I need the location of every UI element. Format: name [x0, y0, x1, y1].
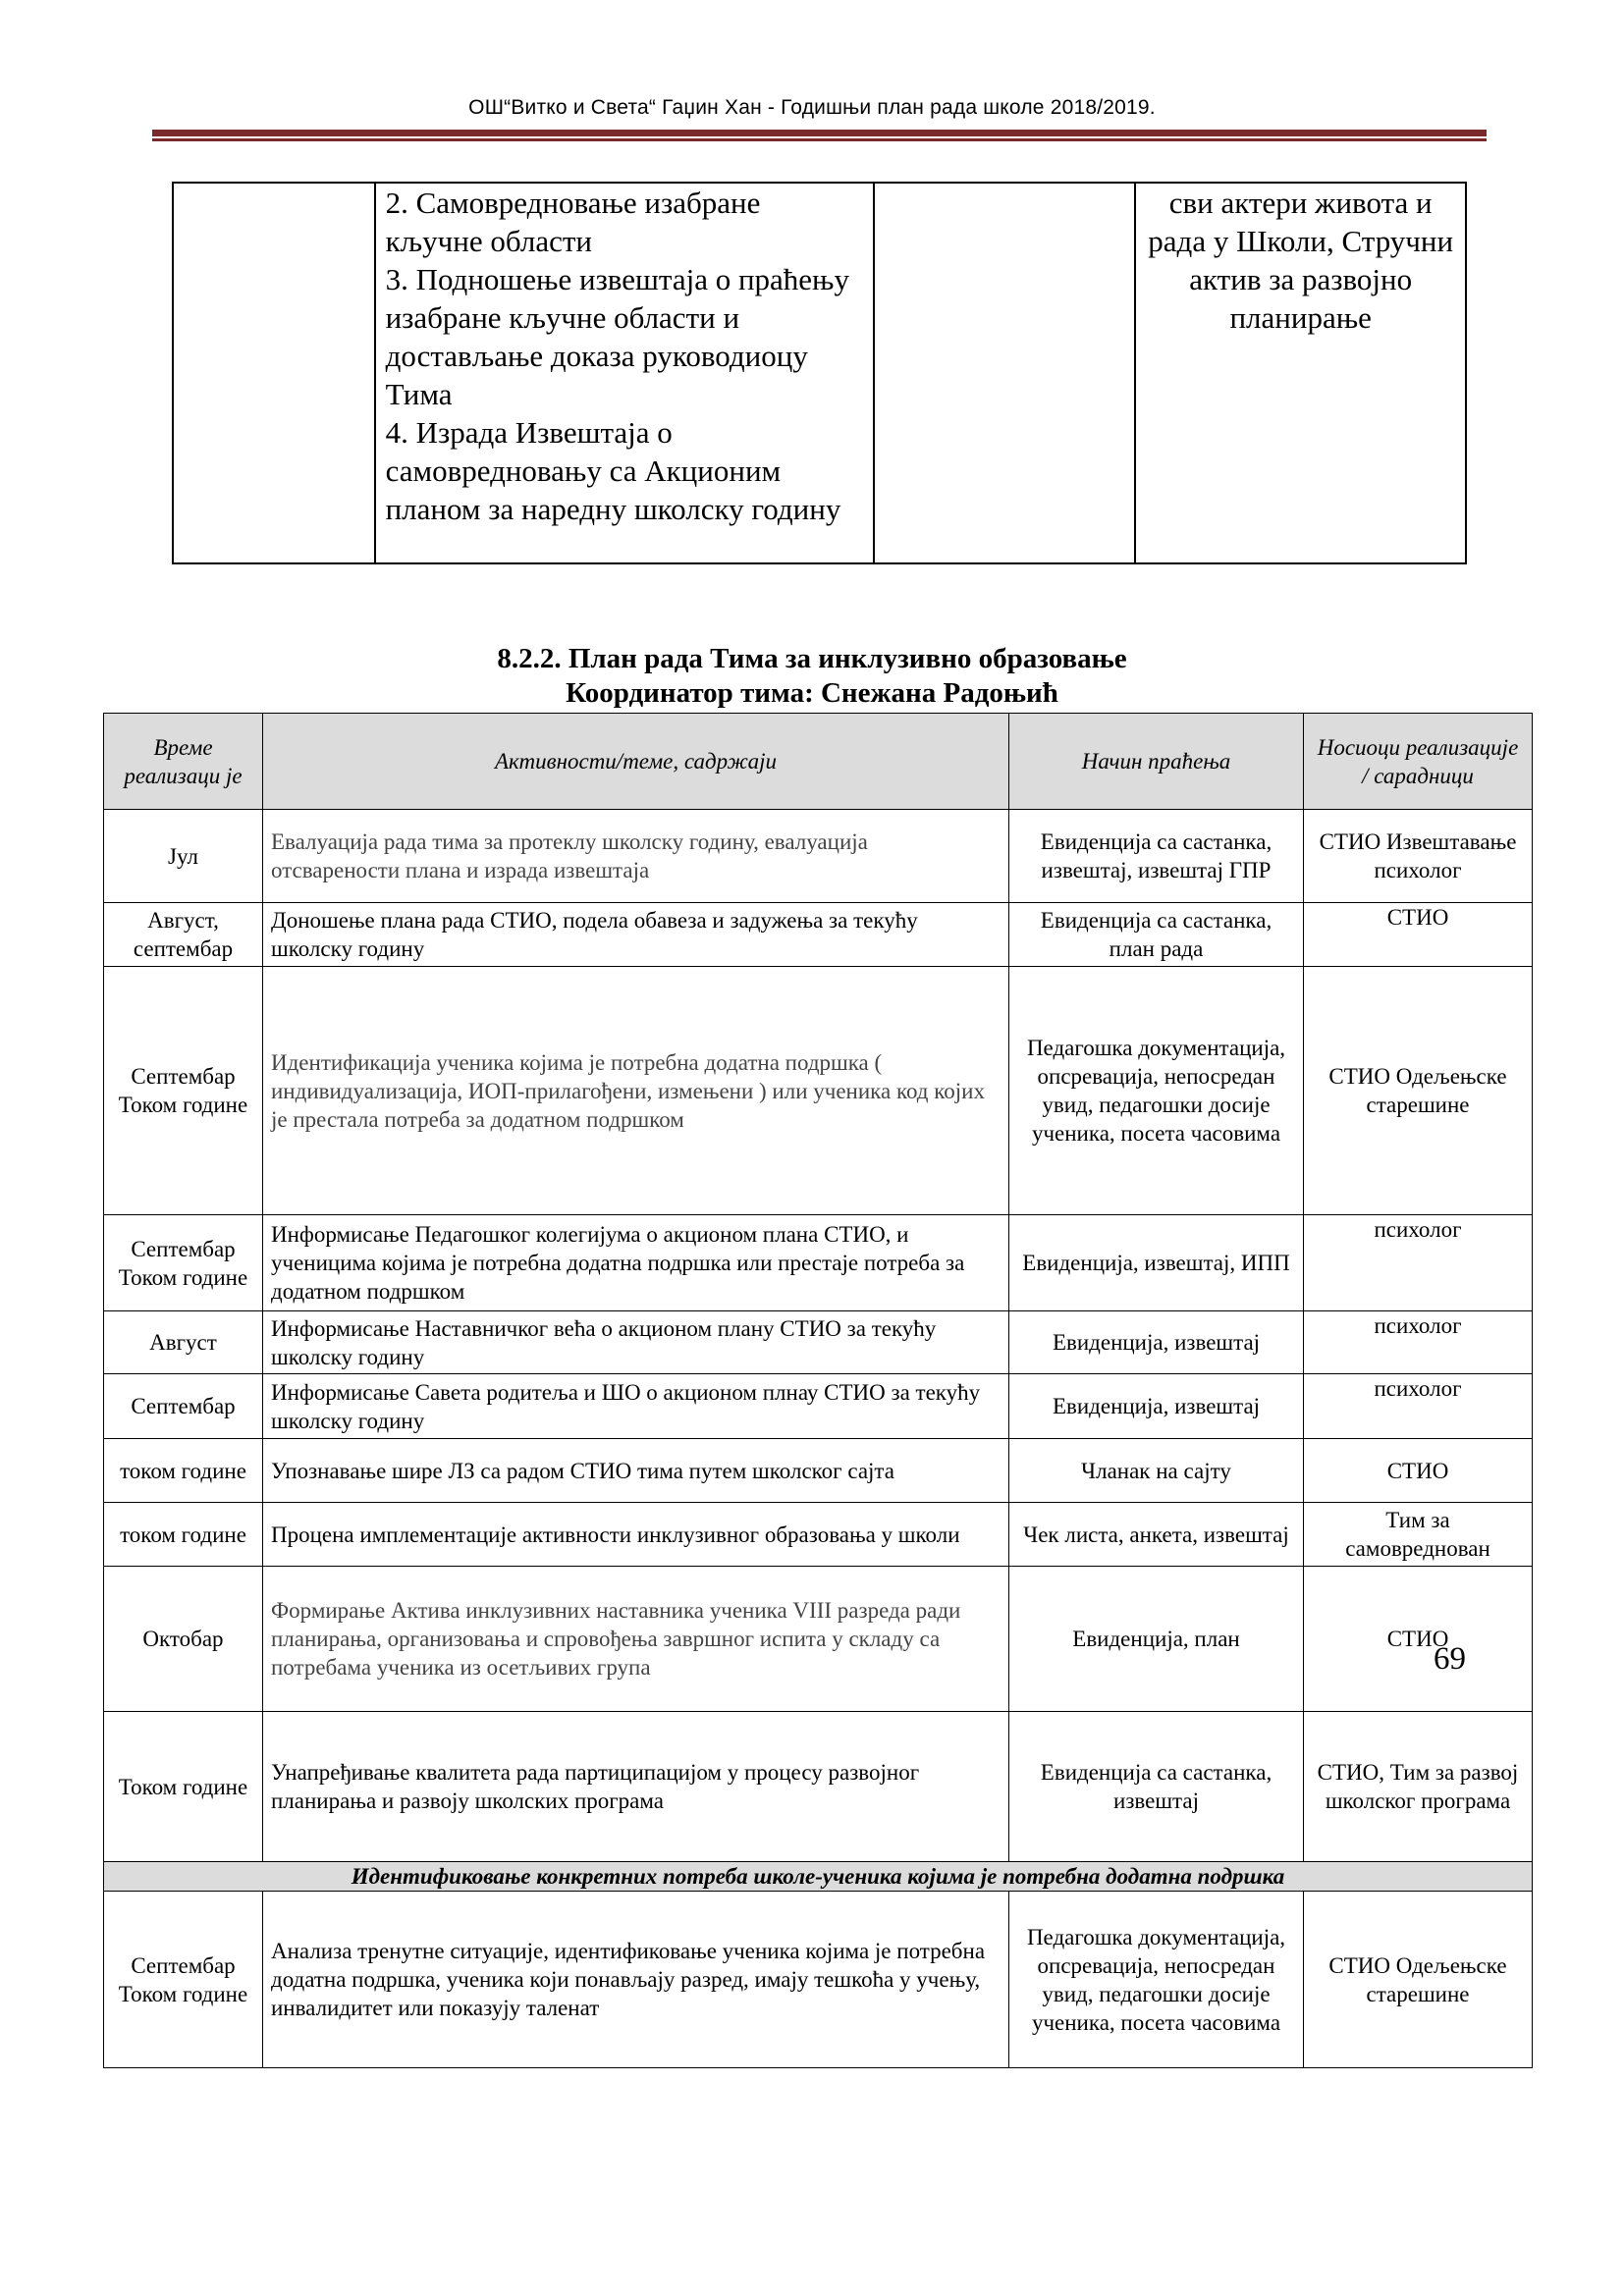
time-cell: Током године: [104, 1712, 263, 1862]
empty-cell: [173, 183, 375, 563]
time-cell: током године: [104, 1503, 263, 1567]
activity-cell: Процена имплементације активности инклузивног образовања у школи: [263, 1503, 1009, 1567]
table-header-row: [104, 714, 1533, 810]
holders-cell: СТИО: [1304, 903, 1533, 967]
method-cell: Евиденција, извештај: [1009, 1374, 1304, 1439]
method-cell: Евиденција, план: [1009, 1567, 1304, 1712]
time-cell: Октобар: [104, 1567, 263, 1712]
table-row: [104, 1567, 1533, 1712]
section-coordinator: Координатор тима: Снежана Радоњић: [566, 677, 1058, 709]
table-row: [104, 1439, 1533, 1503]
time-cell: Септембар Током године: [104, 1215, 263, 1311]
activity-cell: Евалуација рада тима за протеклу школску годину, евалуација отсварености плана и израда извештаја: [263, 810, 1009, 903]
activity-cell: Доношење плана рада СТИО, подела обавеза и задужења за текућу школску годину: [263, 903, 1009, 967]
method-cell: Педагошка документација, опсревација, непосредан увид, педагошки досије ученика, посета часовима: [1009, 967, 1304, 1215]
section-title: 8.2.2. План рада Тима за инклузивно образовање: [497, 643, 1127, 674]
method-cell: Евиденција, извештај, ИПП: [1009, 1215, 1304, 1311]
continued-table: [172, 182, 1467, 564]
header-activities: Активности/теме, садржаји: [263, 714, 1009, 810]
method-cell: Чланак на сајту: [1009, 1439, 1304, 1503]
holders-cell: Тим за самовреднован: [1304, 1503, 1533, 1567]
table-row: [104, 967, 1533, 1215]
header-time: Време реализаци је: [104, 714, 263, 810]
page-number: 69: [1434, 1641, 1466, 1677]
activity-cell: Анализа тренутне ситуације, идентификовање ученика којима је потребна додатна подршка, ученика који понављају разред, имају тешкоћа у учењу, инвалидитет или показују таленат: [263, 1892, 1009, 2068]
table-row: [104, 1712, 1533, 1862]
empty-cell: [874, 183, 1135, 563]
header-method: Начин праћења: [1009, 714, 1304, 810]
activity-cell: Идентификација ученика којима је потребна додатна подршка ( индивидуализација, ИОП-прилагођени, измењени ) или ученика код којих је престала потреба за додатном подршком: [263, 967, 1009, 1215]
time-cell: Јул: [104, 810, 263, 903]
activity-cell: Информисање Наставничког већа о акционом плану СТИО за текућу школску годину: [263, 1311, 1009, 1374]
time-cell: Септембар Током године: [104, 1892, 263, 2068]
section-heading: [0, 642, 1624, 711]
table-row: [104, 903, 1533, 967]
header-holders: Носиоци реализације / сарадници: [1304, 714, 1533, 810]
header-rule-thin: [152, 138, 1487, 141]
activities-cell: [375, 183, 874, 563]
method-cell: Евиденција са састанка, извештај: [1009, 1712, 1304, 1862]
method-cell: Евиденција са састанка, план рада: [1009, 903, 1304, 967]
method-cell: Евиденција, извештај: [1009, 1311, 1304, 1374]
table-row: [104, 1215, 1533, 1311]
table-row: [104, 1374, 1533, 1439]
method-cell: Чек листа, анкета, извештај: [1009, 1503, 1304, 1567]
holders-cell: СТИО, Тим за развој школског програма: [1304, 1712, 1533, 1862]
holders-cell: психолог: [1304, 1374, 1533, 1439]
time-cell: Септембар Током године: [104, 967, 263, 1215]
activity-cell: Унапређивање квалитета рада партиципацијом у процесу развојног планирања и развоју школских програма: [263, 1712, 1009, 1862]
method-cell: Евиденција са састанка, извештај, извештај ГПР: [1009, 810, 1304, 903]
page-header: ОШ“Витко и Света“ Гаџин Хан - Годишњи план рада школе 2018/2019.: [468, 96, 1156, 119]
time-cell: Септембар: [104, 1374, 263, 1439]
holders-cell: психолог: [1304, 1215, 1533, 1311]
time-cell: Август, септембар: [104, 903, 263, 967]
activity-item: 3. Подношење извештаја о праћењу изабране кључне области и достављање доказа руководиоцу Тима: [385, 262, 849, 411]
activity-cell: Информисање Педагошког колегијума о акционом плана СТИО, и ученицима којима је потребна додатна подршка или престаје потреба за додатном подршком: [263, 1215, 1009, 1311]
holders-cell: СТИО Одељењске старешине: [1304, 967, 1533, 1215]
time-cell: током године: [104, 1439, 263, 1503]
method-cell: Педагошка документација, опсревација, непосредан увид, педагошки досије ученика, посета часовима: [1009, 1892, 1304, 2068]
table-row: [104, 1311, 1533, 1374]
activity-cell: Формирање Актива инклузивних наставника ученика VIII разреда ради планирања, организовања и спровођења завршног испита у складу са потребама ученика из осетљивих група: [263, 1567, 1009, 1712]
inclusion-plan-table: [103, 713, 1533, 2068]
subsection-title: Идентификовање конкретних потреба школе-ученика којима је потребна додатна подршка: [104, 1862, 1533, 1892]
participants-cell: сви актери живота и рада у Школи, Стручни актив за развојно планирање: [1135, 183, 1466, 563]
activity-cell: Информисање Савета родитеља и ШО о акционом плнау СТИО за текућу школску годину: [263, 1374, 1009, 1439]
activity-item: 2. Самовредновање изабране кључне области: [385, 186, 761, 258]
table-row: [104, 1503, 1533, 1567]
header-rule: [152, 130, 1487, 136]
holders-cell: СТИО Одељењске старешине: [1304, 1892, 1533, 2068]
activity-cell: Упознавање шире ЛЗ са радом СТИО тима путем школског сајта: [263, 1439, 1009, 1503]
subsection-row: [104, 1862, 1533, 1892]
table-row: [104, 810, 1533, 903]
activity-item: 4. Израда Извештаја о самовредновању са Акционим планом за наредну школску годину: [385, 415, 841, 526]
table-row: [104, 1892, 1533, 2068]
holders-cell: СТИО: [1304, 1439, 1533, 1503]
holders-cell: психолог: [1304, 1311, 1533, 1374]
holders-cell: СТИО Извештавање психолог: [1304, 810, 1533, 903]
holders-cell: СТИО: [1304, 1567, 1533, 1712]
time-cell: Август: [104, 1311, 263, 1374]
